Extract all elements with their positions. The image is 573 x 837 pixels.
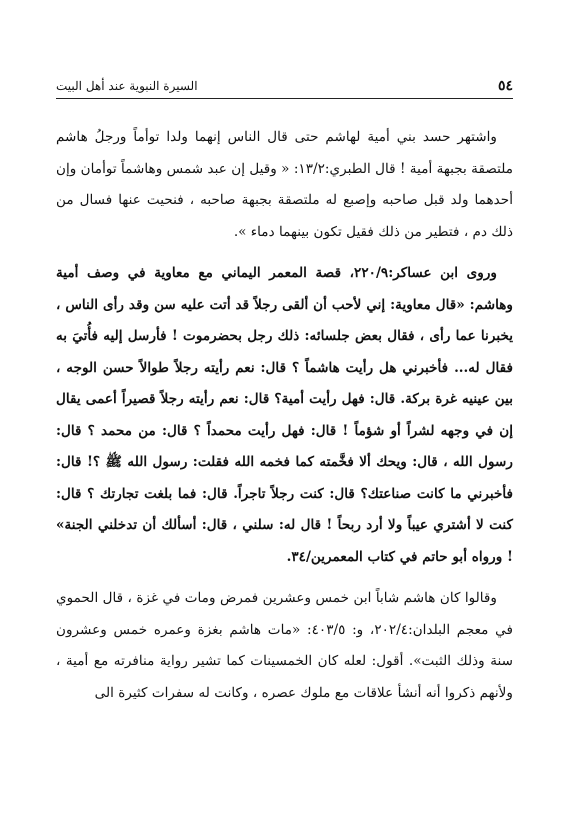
page-body (56, 122, 513, 719)
paragraph-text: وقالوا كان هاشم شاباً ابن خمس وعشرين فمرض ومات في غزة ، قال الحموي في معجم البلدان:٢٠٢/٤، و: ٤٠٣/٥: «مات هاشم بغزة وعمره خمس وعشرون سنة وذلك الثبت». أقول: لعله كان الخمسينات كما تشير رواية منافرته مع أمية ، ولأنهم ذكروا أنه أنشأ علاقات مع ملوك عصره ، وكانت له سفرات كثيرة الى (56, 590, 513, 701)
paragraph-hashim-umayya-twins (56, 122, 513, 248)
header-rule (56, 98, 513, 99)
paragraph-ibn-asakir-narration (56, 258, 513, 573)
page-number: ٥٤ (497, 78, 513, 94)
page-header (56, 74, 513, 98)
running-title: السيرة النبوية عند أهل البيت (56, 79, 198, 93)
paragraph-text: واشتهر حسد بني أمية لهاشم حتى قال الناس إنهما ولدا توأماً ورجلُ هاشم ملتصقة بجبهة أمية ! قال الطبري:١٣/٢: « وقيل إن عبد شمس وهاشماً توأمان وإن أحدهما ولد قبل صاحبه وإصبع له ملتصقة بجبهة صاحبه ، فنحيت عنها فسال من ذلك دم ، فتطير من ذلك فقيل تكون بينهما دماء ». (56, 129, 513, 240)
paragraph-hashim-death (56, 583, 513, 709)
paragraph-text: وروى ابن عساكر:٢٢٠/٩، قصة المعمر اليماني مع معاوية في وصف أمية وهاشم: «قال معاوية: إني لأحب أن ألقى رجلاً قد أتت عليه سن وقد رأى الناس ، يخبرنا عما رأى ، فقال بعض جلسائه: ذلك رجل بحضرموت ! فأرسل إليه فأُتيَ به فقال له... فأخبرني هل رأيت هاشماً ؟ قال: نعم رأيته رجلاً طوالاً حسن الوجه ، بين عينيه غرة بركة. قال: فهل رأيت أمية؟ قال: نعم رأيته رجلاً قصيراً أعمى يقال إن في وجهه لشراً أو شؤماً ! قال: فهل رأيت محمداً ؟ قال: من محمد ؟ قال: رسول الله ، قال: ويحك ألا فخَّمته كما فخمه الله فقلت: رسول الله ﷺ ؟! قال: فأخبرني ما كانت صناعتك؟ قال: كنت رجلاً تاجراً. قال: فما بلغت تجارتك ؟ قال: كنت لا أشتري عيباً ولا أرد ربحاً ! قال له: سلني ، قال: أسألك أن تدخلني الجنة» ! ورواه أبو حاتم في كتاب المعمرين/٣٤. (56, 265, 513, 565)
